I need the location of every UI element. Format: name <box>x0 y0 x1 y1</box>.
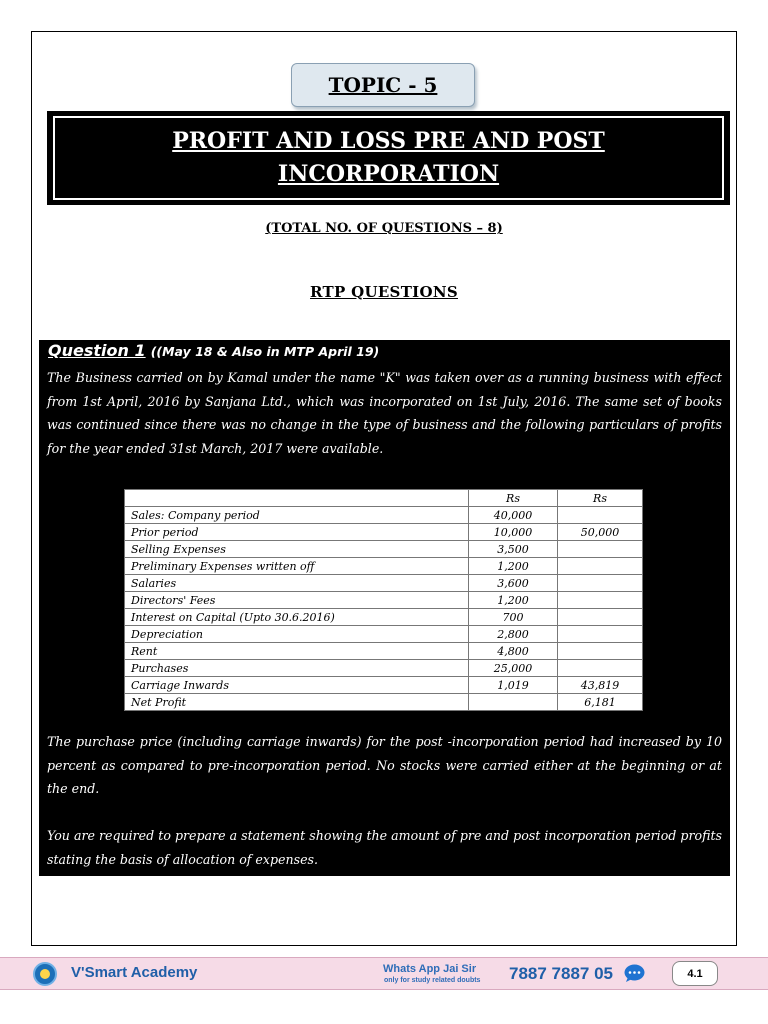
table-header-cell: Rs <box>469 490 558 507</box>
table-row <box>125 677 643 694</box>
table-row <box>125 609 643 626</box>
question-header <box>48 341 379 360</box>
table-cell: 6,181 <box>558 694 643 711</box>
section-heading: RTP QUESTIONS <box>310 283 458 301</box>
table-cell: 25,000 <box>469 660 558 677</box>
table-cell <box>558 558 643 575</box>
table-row <box>125 660 643 677</box>
phone-number: 7887 7887 05 <box>509 964 613 983</box>
table-cell: Rent <box>125 643 469 660</box>
topic-label: TOPIC - 5 <box>291 63 475 107</box>
table-cell: Salaries <box>125 575 469 592</box>
question-number: Question 1 <box>48 341 146 360</box>
title-line-2: INCORPORATION <box>277 161 500 187</box>
table-cell: 700 <box>469 609 558 626</box>
table-cell: 10,000 <box>469 524 558 541</box>
table-cell: Sales: Company period <box>125 507 469 524</box>
whatsapp-chat-icon <box>624 964 645 983</box>
question-para-3: You are required to prepare a statement showing the amount of pre and post incorporation period profits stating the basis of allocation of expenses. <box>47 828 722 867</box>
table-row <box>125 592 643 609</box>
table-cell <box>558 643 643 660</box>
table-cell: Preliminary Expenses written off <box>125 558 469 575</box>
question-reference: ((May 18 & Also in MTP April 19) <box>150 344 380 359</box>
title-frame <box>53 116 724 200</box>
table-cell <box>558 507 643 524</box>
table-header-cell <box>125 490 469 507</box>
table-row <box>125 541 643 558</box>
table-cell: Selling Expenses <box>125 541 469 558</box>
academy-name: V'Smart Academy <box>71 964 198 981</box>
table-cell: Prior period <box>125 524 469 541</box>
table-cell <box>558 609 643 626</box>
table-cell: 40,000 <box>469 507 558 524</box>
table-cell: Purchases <box>125 660 469 677</box>
table-header-cell: Rs <box>558 490 643 507</box>
table-cell <box>469 694 558 711</box>
total-questions: (TOTAL NO. OF QUESTIONS – 8) <box>265 221 503 236</box>
question-intro: The Business carried on by Kamal under the name "K" was taken over as a running business with effect from 1st April, 2016 by Sanjana Ltd., which was incorporated on 1st July, 2016. The same set of books was continued since there was no change in the type of business and the following particulars of profits for the year ended 31st March, 2017 were available. <box>47 370 722 456</box>
table-cell: 1,200 <box>469 558 558 575</box>
table-cell <box>558 626 643 643</box>
page-number: 4.1 <box>672 961 718 986</box>
table-cell: 50,000 <box>558 524 643 541</box>
table-header-row <box>125 490 643 507</box>
table-cell: Carriage Inwards <box>125 677 469 694</box>
whatsapp-note: only for study related doubts <box>384 977 481 984</box>
table-cell: Directors' Fees <box>125 592 469 609</box>
table-cell: 3,600 <box>469 575 558 592</box>
academy-logo-icon <box>33 962 57 986</box>
table-cell: Interest on Capital (Upto 30.6.2016) <box>125 609 469 626</box>
table-cell: Depreciation <box>125 626 469 643</box>
table-row <box>125 558 643 575</box>
table-cell: 4,800 <box>469 643 558 660</box>
table-row <box>125 524 643 541</box>
table-cell: 1,019 <box>469 677 558 694</box>
title-line-1: PROFIT AND LOSS PRE AND POST <box>172 128 605 154</box>
table-row <box>125 507 643 524</box>
table-row <box>125 575 643 592</box>
particulars-table <box>124 489 643 711</box>
table-cell <box>558 541 643 558</box>
table-row <box>125 626 643 643</box>
table-cell: 3,500 <box>469 541 558 558</box>
table-cell: 2,800 <box>469 626 558 643</box>
question-block <box>39 340 730 876</box>
table-cell <box>558 575 643 592</box>
table-cell <box>558 660 643 677</box>
footer-bar <box>0 957 768 990</box>
table-cell: 1,200 <box>469 592 558 609</box>
table-cell: Net Profit <box>125 694 469 711</box>
whatsapp-label: Whats App Jai Sir <box>383 963 477 975</box>
question-para-2: The purchase price (including carriage inwards) for the post -incorporation period had increased by 10 percent as compared to pre-incorporation period. No stocks were carried either at the beginning or at the end. <box>47 734 722 796</box>
table-row <box>125 643 643 660</box>
title-banner <box>47 111 730 205</box>
table-row <box>125 694 643 711</box>
table-cell: 43,819 <box>558 677 643 694</box>
table-cell <box>558 592 643 609</box>
